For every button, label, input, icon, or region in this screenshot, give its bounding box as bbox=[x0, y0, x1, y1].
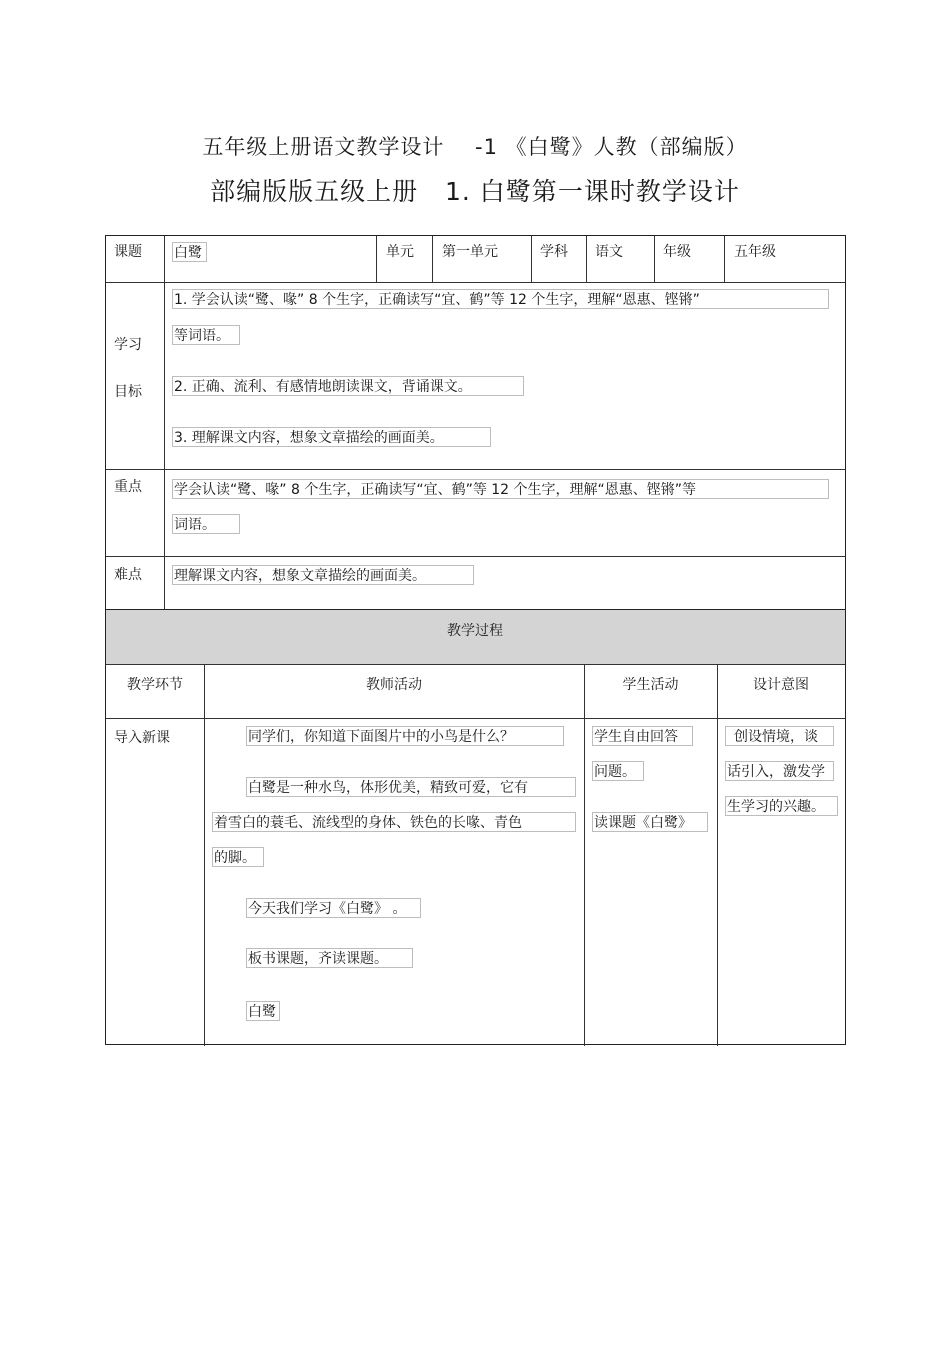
col-header-student: 学生活动 bbox=[622, 677, 679, 693]
student-line-1: 学生自由回答 bbox=[592, 726, 693, 746]
teacher-line-7: 白鹭 bbox=[246, 1001, 280, 1021]
unit-label: 单元 bbox=[386, 244, 414, 260]
intent-line-2: 话引入，激发学 bbox=[725, 761, 834, 781]
goals-label-1: 学习 bbox=[114, 337, 142, 353]
subject-label: 学科 bbox=[540, 244, 568, 260]
document-title: 五年级上册语文教学设计 -1 《白鹭》人教（部编版） bbox=[202, 135, 748, 159]
lesson-plan-table bbox=[105, 235, 846, 1045]
subject-value: 语文 bbox=[595, 244, 623, 260]
intent-line-1: 创设情境，谈 bbox=[725, 726, 834, 746]
goal-3: 3. 理解课文内容，想象文章描绘的画面美。 bbox=[172, 427, 491, 447]
unit-value: 第一单元 bbox=[442, 244, 498, 260]
teacher-line-1: 同学们，你知道下面图片中的小鸟是什么？ bbox=[246, 726, 564, 746]
goal-2: 2. 正确、流利、有感情地朗读课文，背诵课文。 bbox=[172, 376, 524, 396]
difficulty-label: 难点 bbox=[114, 567, 142, 583]
topic-label: 课题 bbox=[114, 244, 142, 260]
key-point-line-2: 词语。 bbox=[172, 514, 240, 534]
document-subtitle: 部编版版五级上册 1. 白鹭第一课时教学设计 bbox=[210, 177, 740, 206]
topic-value: 白鹭 bbox=[172, 242, 207, 262]
grade-label: 年级 bbox=[663, 244, 691, 260]
student-line-2: 问题。 bbox=[592, 761, 644, 781]
key-point-label: 重点 bbox=[114, 479, 142, 495]
section-stage: 导入新课 bbox=[114, 730, 170, 746]
key-point-line-1: 学会认读“鹭、喙” 8 个生字，正确读写“宜、鹤”等 12 个生字，理解“恩惠、铿锵”等 bbox=[172, 479, 829, 499]
col-header-intent: 设计意图 bbox=[753, 677, 809, 693]
teacher-line-2: 白鹭是一种水鸟，体形优美，精致可爱，它有 bbox=[246, 777, 576, 797]
col-header-stage: 教学环节 bbox=[127, 677, 183, 693]
goal-1-line-1: 1. 学会认读“鹭、喙” 8 个生字，正确读写“宜、鹤”等 12 个生字，理解“恩惠、铿锵” bbox=[172, 289, 829, 309]
student-line-3: 读课题《白鹭》 bbox=[592, 812, 708, 832]
process-title: 教学过程 bbox=[447, 623, 503, 639]
teacher-line-4: 的脚。 bbox=[212, 847, 264, 867]
teacher-line-3: 着雪白的蓑毛、流线型的身体、铁色的长喙、青色 bbox=[212, 812, 576, 832]
grade-value: 五年级 bbox=[734, 244, 776, 260]
intent-line-3: 生学习的兴趣。 bbox=[725, 796, 838, 816]
teacher-line-6: 板书课题，齐读课题。 bbox=[246, 948, 413, 968]
goals-label-2: 目标 bbox=[114, 384, 142, 400]
goal-1-line-2: 等词语。 bbox=[172, 325, 240, 345]
teacher-line-5: 今天我们学习《白鹭》 。 bbox=[246, 898, 421, 918]
col-header-teacher: 教师活动 bbox=[366, 677, 422, 693]
difficulty-text: 理解课文内容，想象文章描绘的画面美。 bbox=[172, 565, 474, 585]
